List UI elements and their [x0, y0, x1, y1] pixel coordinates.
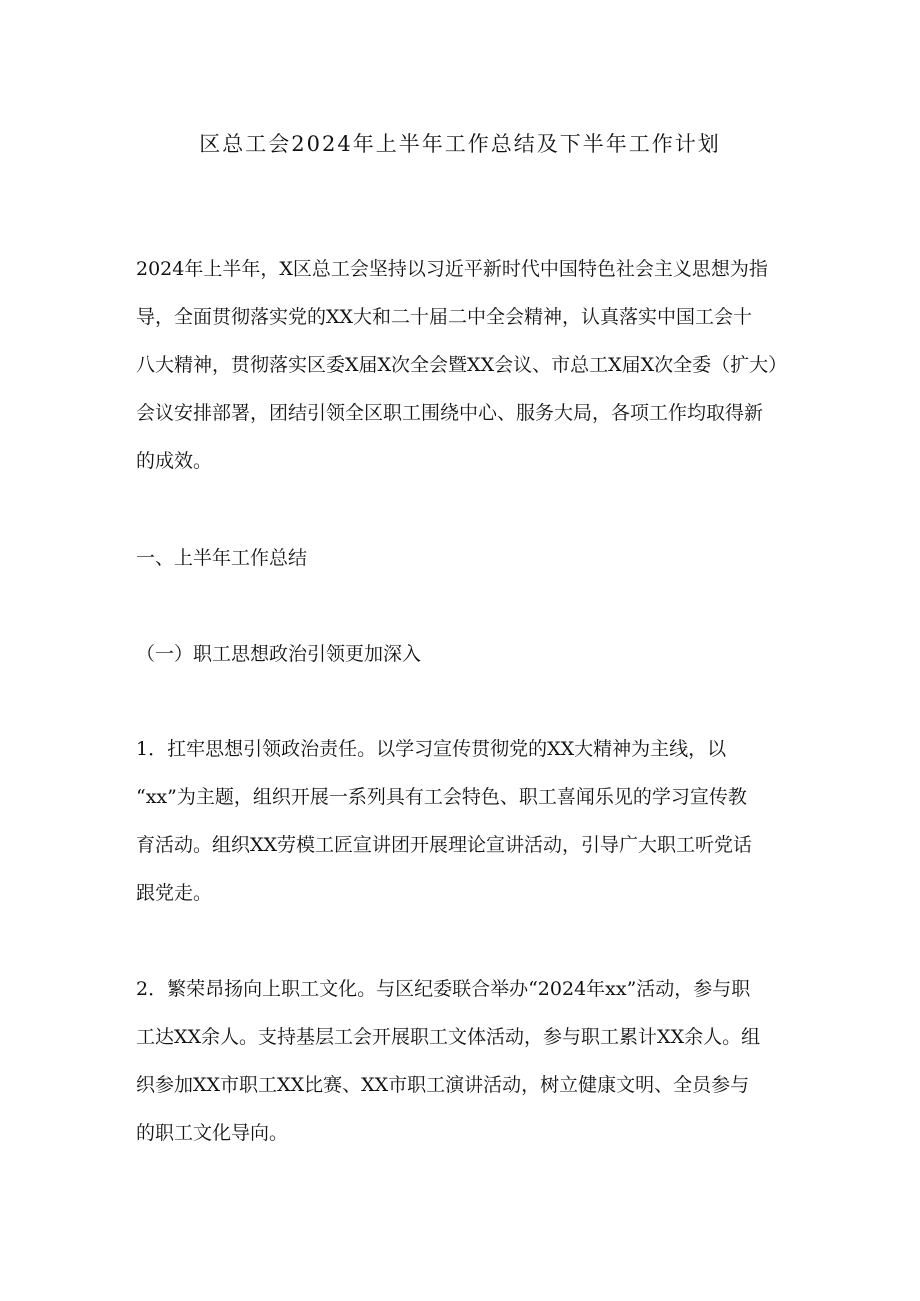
intro-line: 的成效。: [136, 450, 213, 472]
item-2-line: 的职工文化导向。: [136, 1122, 289, 1144]
item-1-paragraph: [136, 725, 796, 917]
subsection-heading: （一）职工思想政治引领更加深入: [136, 643, 422, 665]
intro-line: 八大精神，贯彻落实区委X届X次全会暨XX会议、市总工X届X次全委（扩大）: [136, 354, 788, 376]
document-title: 区总工会2024年上半年工作总结及下半年工作计划: [199, 132, 721, 156]
item-1-line: 1．扛牢思想引领政治责任。以学习宣传贯彻党的XX大精神为主线，以: [136, 738, 727, 760]
intro-line: 会议安排部署，团结引领全区职工围绕中心、服务大局，各项工作均取得新: [136, 402, 764, 424]
item-2-line: 织参加XX市职工XX比赛、XX市职工演讲活动，树立健康文明、全员参与: [136, 1074, 750, 1096]
item-1-line: 跟党走。: [136, 882, 213, 904]
item-2-line: 工达XX余人。支持基层工会开展职工文体活动，参与职工累计XX余人。组: [136, 1026, 761, 1048]
item-2-paragraph: [136, 965, 796, 1157]
intro-paragraph: [136, 245, 796, 485]
section-heading: 一、上半年工作总结: [136, 547, 308, 569]
item-1-line: “xx”为主题，组织开展一系列具有工会特色、职工喜闻乐见的学习宣传教: [136, 786, 747, 808]
intro-line: 导，全面贯彻落实党的XX大和二十届二中全会精神，认真落实中国工会十: [136, 306, 753, 328]
item-1-line: 育活动。组织XX劳模工匠宣讲团开展理论宣讲活动，引导广大职工听党话: [136, 834, 753, 856]
intro-line: 2024年上半年，X区总工会坚持以习近平新时代中国特色社会主义思想为指: [136, 258, 768, 280]
item-2-line: 2．繁荣昂扬向上职工文化。与区纪委联合举办“2024年xx”活动，参与职: [136, 978, 751, 1000]
